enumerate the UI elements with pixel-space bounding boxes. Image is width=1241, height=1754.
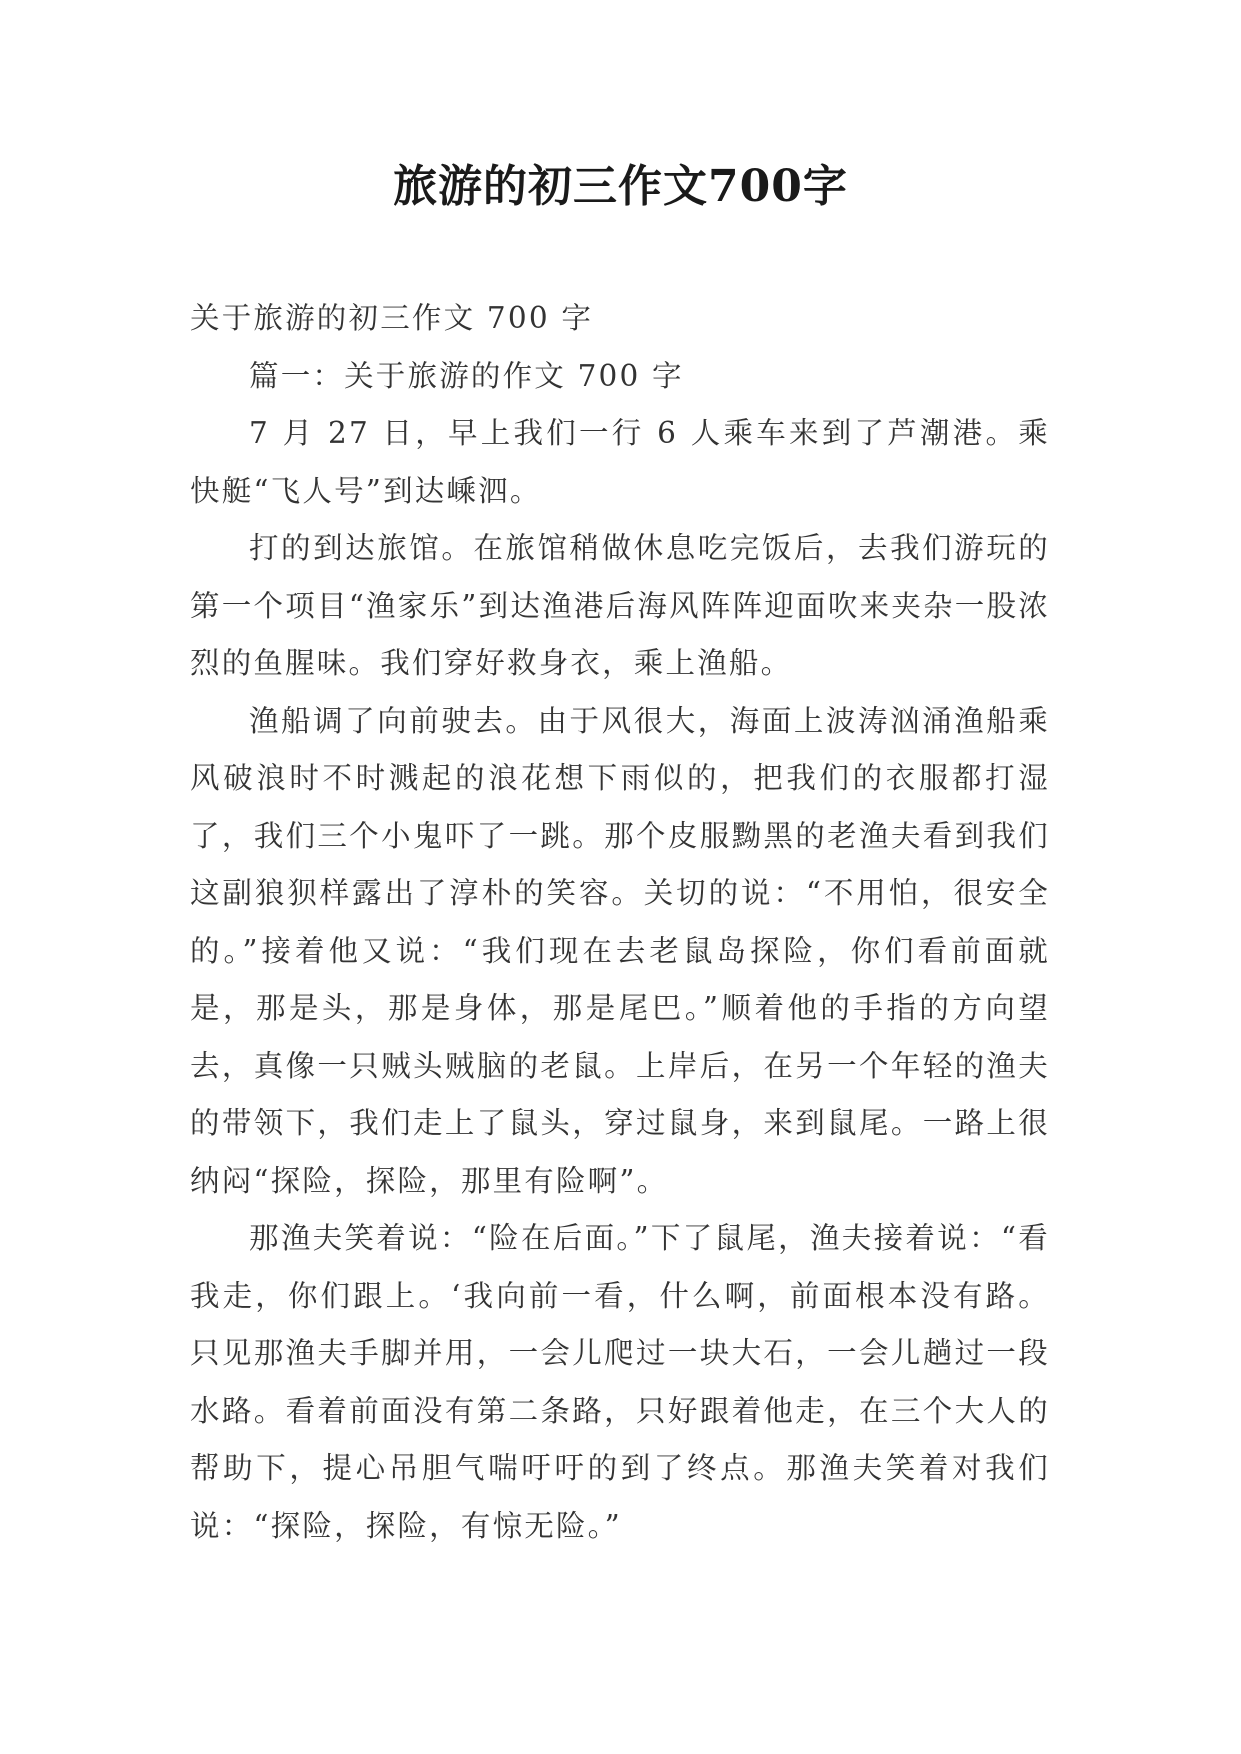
paragraph: 那渔夫笑着说：“险在后面。”下了鼠尾，渔夫接着说：“看我走，你们跟上。‘我向前一看，什么啊，前面根本没有路。只见那渔夫手脚并用，一会儿爬过一块大石，一会儿趟过一段水路。看着前面没有第二条路，只好跟着他走，在三个大人的帮助下，提心吊胆气喘吁吁的到了终点。那渔夫笑着对我们说：“探险，探险，有惊无险。”	[190, 1221, 1050, 1543]
document-title: 旅游的初三作文700字	[393, 161, 848, 212]
section-heading: 篇一：关于旅游的作文 700 字	[249, 358, 684, 393]
paragraph: 打的到达旅馆。在旅馆稍做休息吃完饭后，去我们游玩的第一个项目“渔家乐”到达渔港后海风阵阵迎面吹来夹杂一股浓烈的鱼腥味。我们穿好救身衣，乘上渔船。	[190, 531, 1050, 680]
paragraph: 7 月 27 日，早上我们一行 6 人乘车来到了芦潮港。乘快艇“飞人号”到达嵊泗。	[190, 416, 1050, 508]
document-body	[190, 290, 1050, 1555]
document-subtitle: 关于旅游的初三作文 700 字	[190, 301, 594, 335]
paragraph: 渔船调了向前驶去。由于风很大，海面上波涛汹涌渔船乘风破浪时不时溅起的浪花想下雨似的，把我们的衣服都打湿了，我们三个小鬼吓了一跳。那个皮服黝黑的老渔夫看到我们这副狼狈样露出了淳朴的笑容。关切的说：“不用怕，很安全的。”接着他又说：“我们现在去老鼠岛探险，你们看前面就是，那是头，那是身体，那是尾巴。”顺着他的手指的方向望去，真像一只贼头贼脑的老鼠。上岸后，在另一个年轻的渔夫的带领下，我们走上了鼠头，穿过鼠身，来到鼠尾。一路上很纳闷“探险，探险，那里有险啊”。	[190, 703, 1050, 1198]
